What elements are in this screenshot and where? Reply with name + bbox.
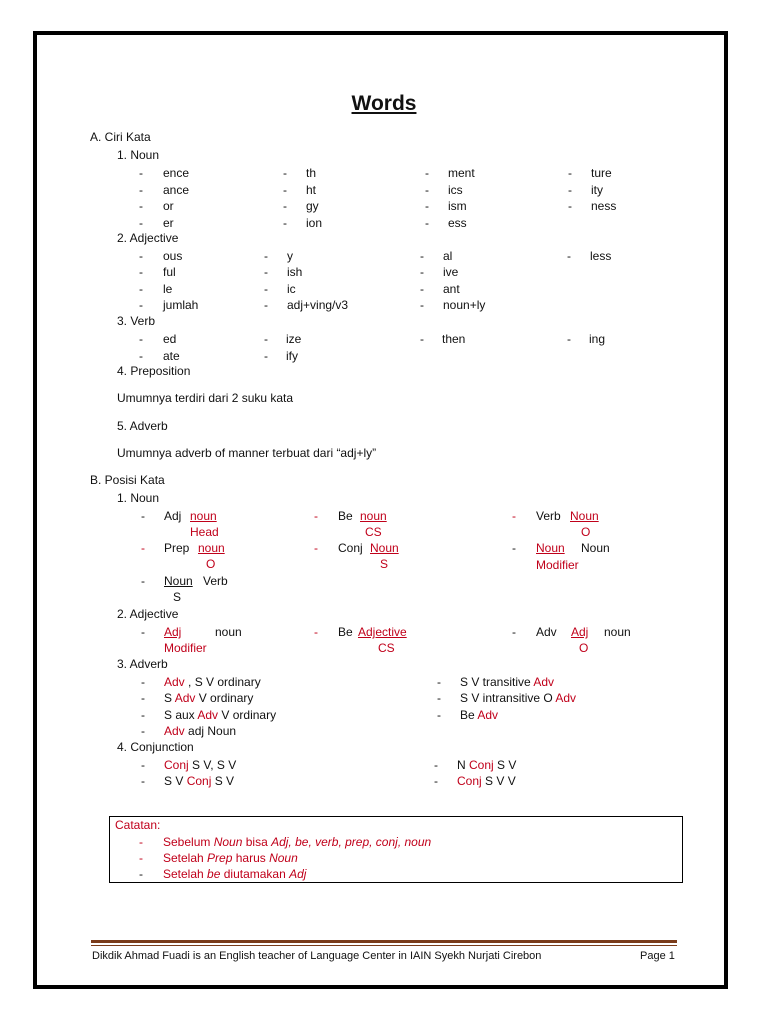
- label-o: O: [581, 525, 591, 539]
- suffix-item: ism: [448, 199, 467, 213]
- bullet: -: [141, 625, 145, 639]
- bullet: -: [437, 708, 441, 722]
- word-noun2: Noun: [581, 541, 610, 555]
- section-b-heading: B. Posisi Kata: [90, 473, 165, 487]
- b-conjunction-label: 4. Conjunction: [117, 740, 194, 754]
- word-adv: Adv: [536, 625, 557, 639]
- word-be2: Be: [338, 625, 353, 639]
- adverb-rule: S V intransitive O Adv: [460, 691, 577, 705]
- word-conj: Conj: [338, 541, 363, 555]
- bullet: -: [139, 265, 143, 280]
- suffix-item: ive: [443, 265, 459, 280]
- verb-label: 3. Verb: [117, 314, 156, 328]
- bullet: -: [139, 249, 143, 263]
- suffix-item: ture: [591, 166, 612, 180]
- bullet: -: [141, 724, 145, 738]
- bullet: -: [420, 332, 424, 346]
- bullet: -: [425, 182, 429, 197]
- bullet: -: [420, 249, 424, 263]
- suffix-item: ht: [306, 182, 317, 197]
- adverb-rule: S Adv V ordinary: [164, 691, 254, 705]
- catatan-heading: Catatan:: [115, 818, 161, 832]
- label-modifier2: Modifier: [164, 641, 207, 655]
- bullet: -: [283, 199, 287, 213]
- conj-rule: Conj S V V: [457, 774, 516, 788]
- suffix-item: ify: [286, 348, 298, 363]
- word-noun-o: Noun: [570, 509, 599, 523]
- suffix-item: less: [590, 249, 612, 263]
- suffix-item: ish: [287, 265, 303, 280]
- suffix-item: gy: [306, 199, 319, 213]
- catatan-line-2: Setelah Prep harus Noun: [163, 851, 298, 865]
- bullet: -: [512, 541, 516, 555]
- bullet: -: [314, 509, 318, 523]
- bullet: -: [141, 708, 145, 722]
- label-o3: O: [579, 641, 589, 655]
- word-adjective: Adjective: [358, 625, 407, 639]
- word-adj2: Adj: [164, 625, 182, 639]
- bullet: -: [139, 297, 143, 312]
- word-adj3: Adj: [571, 625, 589, 639]
- bullet: -: [568, 199, 572, 213]
- word-noun4: noun: [604, 625, 631, 639]
- bullet: -: [141, 691, 145, 705]
- bullet: -: [141, 675, 145, 689]
- bullet: -: [139, 348, 143, 363]
- noun-label: 1. Noun: [117, 148, 160, 162]
- label-s: S: [380, 557, 389, 571]
- suffix-item: er: [163, 215, 174, 230]
- word-prep: Prep: [164, 541, 190, 555]
- suffix-item: ence: [163, 166, 190, 180]
- suffix-item: ate: [163, 348, 180, 363]
- bullet: -: [567, 249, 571, 263]
- bullet: -: [141, 574, 145, 588]
- adverb-note: Umumnya adverb of manner terbuat dari “adj+ly”: [117, 446, 377, 460]
- label-cs: CS: [365, 525, 382, 539]
- bullet: -: [283, 182, 287, 197]
- bullet: -: [139, 281, 143, 296]
- page-title: Words: [351, 92, 417, 115]
- preposition-note: Umumnya terdiri dari 2 suku kata: [117, 391, 294, 405]
- word-verb: Verb: [536, 509, 561, 523]
- word-noun-verb: Noun: [164, 574, 193, 588]
- label-modifier: Modifier: [536, 558, 579, 572]
- bullet: -: [420, 265, 424, 280]
- suffix-item: ics: [448, 182, 463, 197]
- suffix-item: ment: [448, 166, 475, 180]
- word-noun-s: Noun: [370, 541, 399, 555]
- bullet: -: [568, 182, 572, 197]
- bullet: -: [437, 675, 441, 689]
- footer-text: Dikdik Ahmad Fuadi is an English teacher of Language Center in IAIN Syekh Nurjati Cirebon: [92, 950, 542, 962]
- bullet: -: [425, 199, 429, 213]
- label-head: Head: [190, 525, 219, 539]
- conj-rule: S V Conj S V: [164, 774, 235, 788]
- suffix-item: ion: [306, 215, 323, 230]
- word-verb2: Verb: [203, 574, 228, 588]
- adjective-label: 2. Adjective: [117, 231, 179, 245]
- word-noun3: noun: [215, 625, 242, 639]
- word-noun-prep: noun: [198, 541, 225, 555]
- suffix-item: ess: [448, 215, 467, 230]
- bullet: -: [425, 215, 429, 230]
- suffix-item: adj+ving/v3: [287, 297, 349, 312]
- suffix-item: ic: [287, 281, 296, 296]
- bullet: -: [437, 691, 441, 705]
- bullet: -: [264, 297, 268, 312]
- suffix-item: ant: [443, 281, 460, 296]
- bullet: -: [139, 199, 143, 213]
- bullet: -: [568, 166, 572, 180]
- catatan-line-1: Sebelum Noun bisa Adj, be, verb, prep, conj, noun: [163, 835, 432, 849]
- word-noun-modifier: Noun: [536, 541, 565, 555]
- suffix-item: ity: [591, 182, 603, 197]
- bullet: -: [264, 281, 268, 296]
- bullet: -: [283, 166, 287, 180]
- label-o2: O: [206, 557, 216, 571]
- b-adverb-label: 3. Adverb: [117, 657, 168, 671]
- bullet: -: [434, 774, 438, 788]
- label-cs2: CS: [378, 641, 395, 655]
- suffix-item: ize: [286, 332, 302, 346]
- catatan-line-3: Setelah be diutamakan Adj: [163, 867, 307, 881]
- bullet: -: [139, 867, 143, 881]
- bullet: -: [283, 215, 287, 230]
- suffix-item: ous: [163, 249, 183, 263]
- adverb-rule: S V transitive Adv: [460, 675, 555, 689]
- bullet: -: [425, 166, 429, 180]
- suffix-item: ing: [589, 332, 606, 346]
- label-s2: S: [173, 590, 182, 604]
- bullet: -: [420, 281, 424, 296]
- b-adjective-label: 2. Adjective: [117, 607, 179, 621]
- suffix-item: noun+ly: [443, 297, 486, 312]
- bullet: -: [141, 541, 145, 555]
- bullet: -: [139, 166, 143, 180]
- section-a-heading: A. Ciri Kata: [90, 130, 151, 144]
- bullet: -: [264, 249, 268, 263]
- suffix-item: le: [163, 281, 173, 296]
- word-noun-head: noun: [190, 509, 217, 523]
- bullet: -: [139, 215, 143, 230]
- suffix-item: th: [306, 166, 317, 180]
- word-be: Be: [338, 509, 353, 523]
- adverb-rule: Be Adv: [460, 708, 499, 722]
- footer-rule: [91, 940, 677, 943]
- bullet: -: [139, 835, 143, 849]
- bullet: -: [512, 509, 516, 523]
- page-number: Page 1: [640, 950, 675, 962]
- footer-rule-thin: [91, 945, 677, 946]
- suffix-item: y: [287, 249, 293, 263]
- bullet: -: [139, 851, 143, 865]
- bullet: -: [567, 332, 571, 346]
- bullet: -: [141, 758, 145, 772]
- bullet: -: [420, 297, 424, 312]
- bullet: -: [264, 265, 268, 280]
- adverb-rule: Adv adj Noun: [164, 724, 237, 738]
- suffix-item: or: [163, 199, 174, 213]
- bullet: -: [141, 509, 145, 523]
- bullet: -: [314, 541, 318, 555]
- suffix-item: ed: [163, 332, 177, 346]
- bullet: -: [139, 182, 143, 197]
- bullet: -: [434, 758, 438, 772]
- bullet: -: [314, 625, 318, 639]
- preposition-label: 4. Preposition: [117, 364, 191, 378]
- word-adj: Adj: [164, 509, 182, 523]
- bullet: -: [141, 774, 145, 788]
- suffix-item: al: [443, 249, 453, 263]
- suffix-item: then: [442, 332, 466, 346]
- bullet: -: [139, 332, 143, 346]
- b-noun-label: 1. Noun: [117, 491, 160, 505]
- suffix-item: ance: [163, 182, 190, 197]
- bullet: -: [512, 625, 516, 639]
- word-noun-cs: noun: [360, 509, 387, 523]
- suffix-item: ful: [163, 265, 176, 280]
- bullet: -: [264, 348, 268, 363]
- adverb-rule: S aux Adv V ordinary: [164, 708, 277, 722]
- adverb-label: 5. Adverb: [117, 419, 168, 433]
- adverb-rule: Adv , S V ordinary: [164, 675, 261, 689]
- bullet: -: [264, 332, 268, 346]
- conj-rule: N Conj S V: [457, 758, 517, 772]
- conj-rule: Conj S V, S V: [164, 758, 237, 772]
- suffix-item: ness: [591, 199, 617, 213]
- suffix-item: jumlah: [163, 297, 199, 312]
